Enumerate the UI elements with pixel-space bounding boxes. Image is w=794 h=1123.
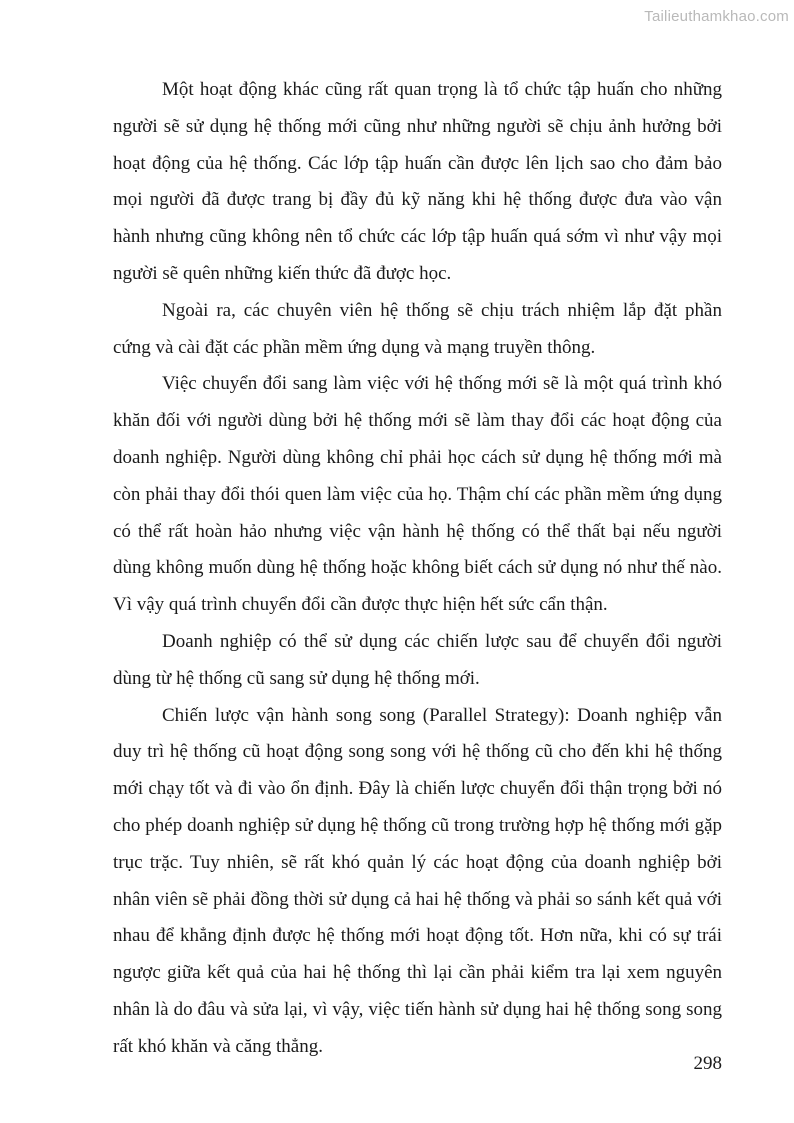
paragraph: Một hoạt động khác cũng rất quan trọng là tổ chức tập huấn cho những người sẽ sử dụng hệ thống mới cũng như những người sẽ chịu ảnh hưởng bởi hoạt động của hệ thống. Các lớp tập huấn cần được lên lịch sao cho đảm bảo mọi người đã được trang bị đầy đủ kỹ năng khi hệ thống được đưa vào vận hành nhưng cũng không nên tổ chức các lớp tập huấn quá sớm vì như vậy mọi người sẽ quên những kiến thức đã được học. (113, 79, 722, 284)
page-number: 298 (693, 1053, 722, 1074)
watermark: Tailieuthamkhao.com (644, 8, 789, 25)
paragraph: Ngoài ra, các chuyên viên hệ thống sẽ chịu trách nhiệm lắp đặt phần cứng và cài đặt các phần mềm ứng dụng và mạng truyền thông. (113, 299, 722, 358)
paragraph: Doanh nghiệp có thể sử dụng các chiến lược sau để chuyển đổi người dùng từ hệ thống cũ sang sử dụng hệ thống mới. (113, 630, 722, 689)
paragraph: Chiến lược vận hành song song (Parallel Strategy): Doanh nghiệp vẫn duy trì hệ thống cũ hoạt động song song với hệ thống cũ cho đến khi hệ thống mới chạy tốt và đi vào ổn định. Đây là chiến lược chuyển đổi thận trọng bởi nó cho phép doanh nghiệp sử dụng hệ thống cũ trong trường hợp hệ thống mới gặp trục trặc. Tuy nhiên, sẽ rất khó quản lý các hoạt động của doanh nghiệp bởi nhân viên sẽ phải đồng thời sử dụng cả hai hệ thống và phải so sánh kết quả với nhau để khẳng định được hệ thống mới hoạt động tốt. Hơn nữa, khi có sự trái ngược giữa kết quả của hai hệ thống thì lại cần phải kiểm tra lại xem nguyên nhân là do đâu và sửa lại, vì vậy, việc tiến hành sử dụng hai hệ thống song song rất khó khăn và căng thẳng. (113, 704, 722, 1057)
paragraph: Việc chuyển đổi sang làm việc với hệ thống mới sẽ là một quá trình khó khăn đối với người dùng bởi hệ thống mới sẽ làm thay đổi các hoạt động của doanh nghiệp. Người dùng không chỉ phải học cách sử dụng hệ thống mới mà còn phải thay đổi thói quen làm việc của họ. Thậm chí các phần mềm ứng dụng có thể rất hoàn hảo nhưng việc vận hành hệ thống có thể thất bại nếu người dùng không muốn dùng hệ thống hoặc không biết cách sử dụng nó như thế nào. Vì vậy quá trình chuyển đổi cần được thực hiện hết sức cẩn thận. (113, 373, 722, 616)
document-body (113, 72, 722, 1066)
